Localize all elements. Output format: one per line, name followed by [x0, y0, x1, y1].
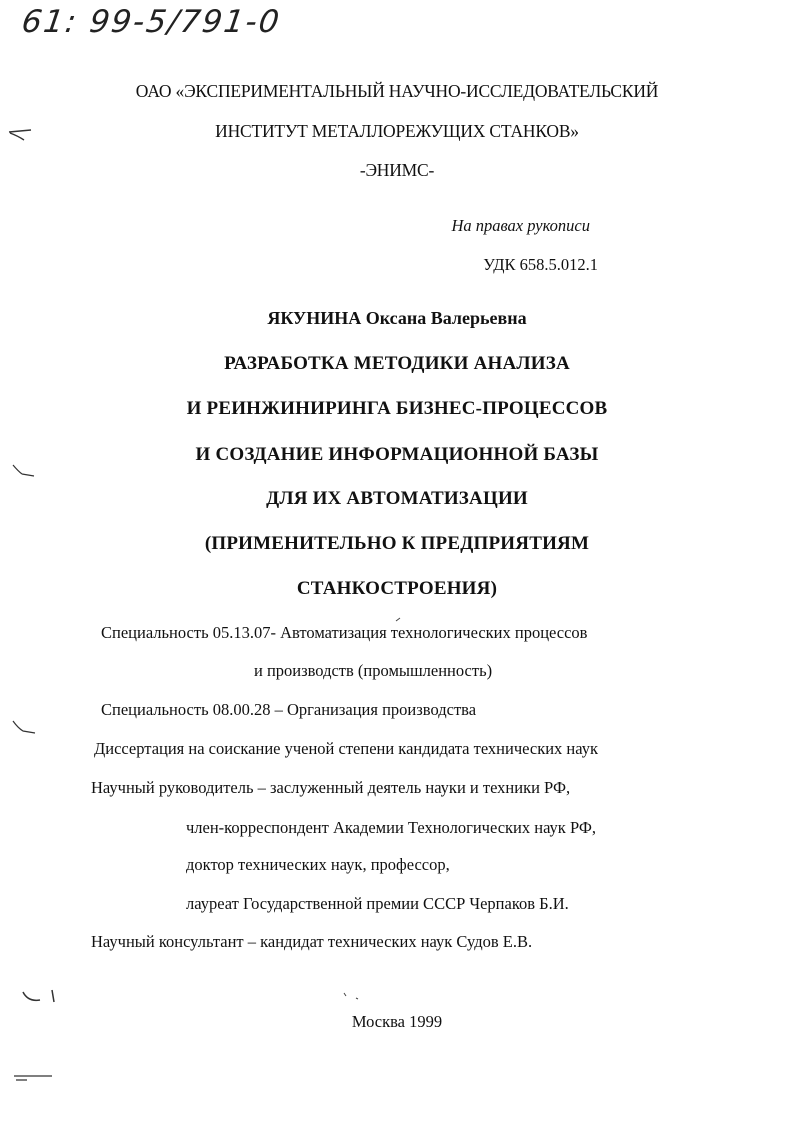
specialty-2: Специальность 08.00.28 – Организация производства: [101, 700, 477, 719]
organization-line-2: ИНСТИТУТ МЕТАЛЛОРЕЖУЩИХ СТАНКОВ»: [215, 121, 579, 141]
specialty-1-line-1: Специальность 05.13.07- Автоматизация технологических процессов: [101, 623, 588, 642]
scan-mark-lower-left: [11, 718, 39, 738]
supervisor-line-3: доктор технических наук, профессор,: [186, 855, 450, 874]
consultant-line: Научный консультант – кандидат технических наук Судов Е.В.: [91, 932, 533, 951]
supervisor-line-1: Научный руководитель – заслуженный деятель науки и техники РФ,: [91, 778, 571, 797]
organization-short-name: -ЭНИМС-: [359, 160, 435, 180]
thesis-title-line-5: (ПРИМЕНИТЕЛЬНО К ПРЕДПРИЯТИЯМ: [204, 533, 590, 554]
thesis-title-line-4: ДЛЯ ИХ АВТОМАТИЗАЦИИ: [266, 488, 528, 509]
degree-line: Диссертация на соискание ученой степени кандидата технических наук: [94, 739, 598, 758]
scan-mark-footer-left: [12, 1068, 56, 1086]
specialty-1-line-2: и производств (промышленность): [254, 661, 493, 680]
thesis-title-line-6: СТАНКОСТРОЕНИЯ): [296, 578, 498, 599]
organization-line-1: ОАО «ЭКСПЕРИМЕНТАЛЬНЫЙ НАУЧНО-ИССЛЕДОВАТЕЛЬСКИЙ: [135, 81, 659, 101]
handwritten-archive-number: 61: 99-5/791-0: [19, 4, 284, 40]
thesis-title-line-1: РАЗРАБОТКА МЕТОДИКИ АНАЛИЗА: [224, 353, 570, 374]
scan-mark-bottom-left: [18, 982, 60, 1010]
supervisor-line-4: лауреат Государственной премии СССР Черпаков Б.И.: [186, 894, 569, 913]
manuscript-note: На правах рукописи: [451, 216, 590, 235]
udc-code: УДК 658.5.012.1: [483, 255, 598, 274]
place-year: Москва 1999: [351, 1012, 443, 1031]
author-name: ЯКУНИНА Оксана Валерьевна: [267, 308, 527, 328]
thesis-title-line-3: И СОЗДАНИЕ ИНФОРМАЦИОННОЙ БАЗЫ: [195, 444, 599, 465]
thesis-title-line-2: И РЕИНЖИНИРИНГА БИЗНЕС-ПРОЦЕССОВ: [186, 398, 608, 419]
scan-mark-middle-left: [10, 461, 38, 481]
scan-mark-bottom-center: [339, 988, 365, 1004]
supervisor-line-2: член-корреспондент Академии Технологических наук РФ,: [186, 818, 597, 837]
